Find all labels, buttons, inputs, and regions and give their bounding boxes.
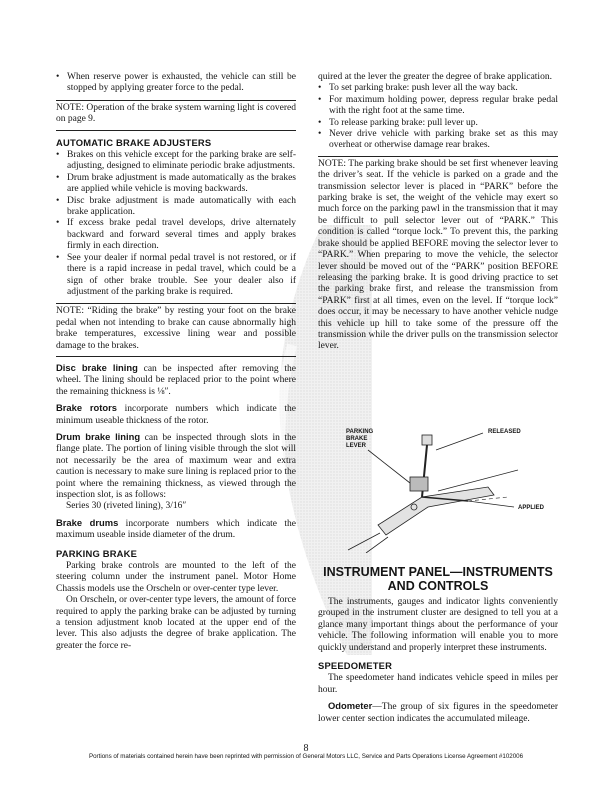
- page-number: 8: [303, 743, 309, 754]
- released-label: RELEASED: [488, 429, 521, 435]
- auto-adjuster-bullet: • Brakes on this vehicle except for the parking brake are self-adjusting, designed to eliminate periodic brake adjustments.: [56, 150, 296, 173]
- drum-brake-paragraph: [56, 431, 296, 501]
- auto-adjuster-bullet: • Disc brake adjustment is made automatically with each brake application.: [56, 196, 296, 219]
- brake-drums-paragraph: [56, 517, 296, 542]
- drum-brake-text: can be inspected through slots in the flange plate. The portion of lining visible through the slot will not necessarily be the area of maximum wear and extra caution is necessary to make sure lining is replaced prior to the point where the remaining thickness, as viewed through the inspection slot, is as follows:: [56, 432, 296, 500]
- odometer-paragraph: [318, 700, 558, 725]
- applied-label: APPLIED: [518, 505, 545, 511]
- disc-brake-paragraph: [56, 362, 296, 398]
- parking-brake-heading: PARKING BRAKE: [56, 547, 138, 559]
- copyright-footer: Portions of materials contained herein have been reprinted with permission of General Motors LLC, Service and Parts Operations License Agreement #102006: [88, 753, 524, 760]
- brake-drums-text: incorporate numbers which indicate the maximum useable inside diameter of the drum.: [56, 518, 296, 541]
- right-column: [318, 72, 558, 357]
- disc-brake-term: Disc brake lining: [56, 361, 138, 373]
- auto-adjuster-bullet: • Drum brake adjustment is made automatically as the brakes are applied while vehicle is moving backwards.: [56, 173, 296, 196]
- series-thickness: Series 30 (riveted lining), 3/16″: [66, 501, 187, 512]
- torque-lock-note: NOTE: The parking brake should be set first whenever leaving the driver’s seat. If the vehicle is parked on a grade and the transmission selector lever is placed in “PARK” before the parking brake is set, the weight of the vehicle may exert so much force on the parking pawl in the transmission that it may be difficult to pull selector lever out of “PARK.” This condition is called “torque lock.” To prevent this, the parking brake should be applied BEFORE moving the selector lever to “PARK.” When preparing to move the vehicle, the selector lever should be moved out of the “PARK” position BEFORE releasing the parking brake. It is good driving practice to set the parking brake first, and release the transmission from “PARK” first at all times, even on the level. If “torque lock” does occur, it may be necessary to have another vehicle nudge this vehicle up hill to take some of the pressure off the transmission while the driver pulls on the transmission selector lever.: [318, 156, 558, 353]
- left-column: [56, 72, 296, 652]
- brake-rotors-paragraph: [56, 402, 296, 427]
- warning-light-note: NOTE: Operation of the brake system warning light is covered on page 9.: [56, 100, 296, 131]
- parking-brake-continued: quired at the lever the greater the degree of brake application.: [318, 72, 552, 82]
- parking-brake-para-1: Parking brake controls are mounted to the left of the steering column under the instrument panel. Motor Home Chassis models use the Orscheln or over-center type lever.: [56, 561, 296, 594]
- instrument-intro: The instruments, gauges and indicator lights conveniently grouped in the instrument cluster are designed to tell you at a glance many important things about the performance of your vehicle. The following information will enable you to more quickly understand and properly interpret these instruments.: [318, 597, 558, 653]
- parking-bullet: • To release parking brake: pull lever up.: [318, 118, 558, 129]
- parking-bullet: • For maximum holding power, depress regular brake pedal with the right foot at the same time.: [318, 95, 558, 118]
- parking-brake-illustration: [318, 405, 558, 553]
- speedometer-heading: SPEEDOMETER: [318, 660, 393, 672]
- speedometer-text: The speedometer hand indicates vehicle speed in miles per hour.: [318, 673, 558, 695]
- auto-adjuster-bullet: • If excess brake pedal travel develops, drive alternately backward and forward several times and apply brakes firmly in each direction.: [56, 218, 296, 252]
- odometer-text: —The group of six figures in the speedometer lower center section indicates the accumulated mileage.: [318, 702, 558, 724]
- parking-brake-lever-drawing: [318, 405, 558, 553]
- parking-brake-para-2: On Orscheln, or over-center type levers, the amount of force required to apply the parking brake can be adjusted by turning a tension adjustment knob located at the upper end of the lever. This also adjusts the degree of brake application. The greater the force re-: [56, 595, 296, 651]
- riding-brake-note: NOTE: “Riding the brake” by resting your foot on the brake pedal when not intending to brake can cause abnormally high brake temperatures, excessive lining wear and possible damage to the brakes.: [56, 303, 296, 357]
- parking-bullet: • To set parking brake: push lever all the way back.: [318, 83, 558, 94]
- odometer-term: Odometer: [328, 700, 373, 712]
- automatic-brake-adjusters-heading: AUTOMATIC BRAKE ADJUSTERS: [56, 136, 212, 148]
- instrument-panel-heading: INSTRUMENT PANEL—INSTRUMENTS AND CONTROLS: [323, 565, 553, 593]
- auto-adjuster-bullet: • See your dealer if normal pedal travel is not restored, or if there is a rapid increase in pedal travel, which could be a sign of other brake trouble. See your dealer also if adjustment of the parking brake is required.: [56, 253, 296, 299]
- parking-bullet: • Never drive vehicle with parking brake set as this may overheat or otherwise damage rear brakes.: [318, 129, 558, 152]
- brake-drums-term: Brake drums: [56, 516, 119, 528]
- brake-rotors-term: Brake rotors: [56, 402, 117, 414]
- brake-rotors-text: incorporate numbers which indicate the minimum useable thickness of the rotor.: [56, 404, 296, 426]
- reserve-power-bullet: • When reserve power is exhausted, the vehicle can still be stopped by applying greater force to the pedal.: [56, 72, 296, 95]
- drum-brake-term: Drum brake lining: [56, 430, 141, 442]
- parking-brake-lever-label: PARKING BRAKE LEVER: [346, 429, 374, 449]
- disc-brake-text: can be inspected after removing the wheel. The lining should be replaced prior to the point where the remaining thickness is ⅛″.: [56, 363, 296, 397]
- instrument-section: [318, 557, 558, 725]
